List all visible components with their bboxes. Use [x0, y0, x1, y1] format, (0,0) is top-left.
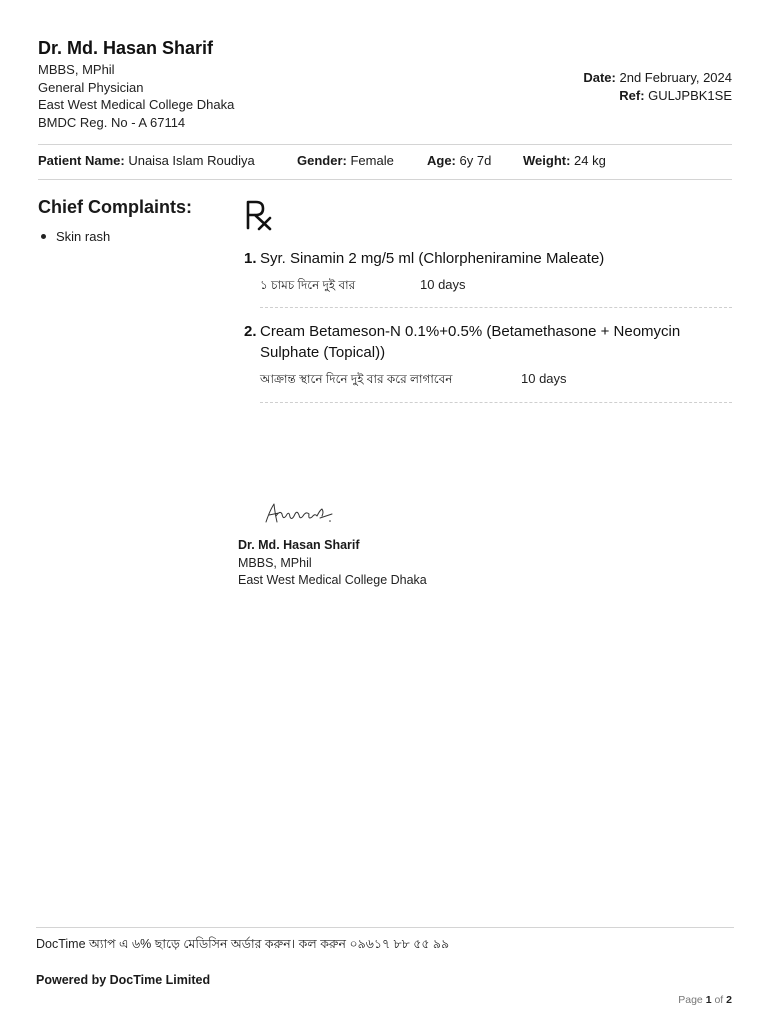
- powered-by: Powered by DocTime Limited: [36, 973, 211, 987]
- doctor-name: Dr. Md. Hasan Sharif: [38, 38, 214, 58]
- ref-line: [583, 87, 732, 105]
- medicine-item: [244, 321, 732, 389]
- promo-text: DocTime অ্যাপ এ ৬% ছাড়ে মেডিসিন অর্ডার করুন। কল করুন ০৯৬১৭ ৮৮ ৫৫ ৯৯: [36, 937, 450, 951]
- signature-name: Dr. Md. Hasan Sharif: [238, 538, 360, 552]
- rx-icon: [244, 198, 274, 232]
- doctor-bmdc: BMDC Reg. No - A 67114: [38, 114, 186, 130]
- weight-value: 24 kg: [574, 153, 606, 168]
- date-value: 2nd February, 2024: [619, 70, 732, 85]
- medicine-item: [244, 248, 732, 295]
- patient-name: Unaisa Islam Roudiya: [128, 153, 255, 168]
- doctor-institution: East West Medical College Dhaka: [38, 97, 235, 112]
- page-label: Page: [678, 994, 703, 1006]
- signature-image: [262, 496, 336, 528]
- medicine-divider: [260, 402, 732, 403]
- chief-complaints-list: [38, 228, 110, 246]
- doctor-degree: MBBS, MPhil: [38, 62, 115, 77]
- complaint-item: Skin rash: [38, 228, 110, 246]
- medicine-duration: 10 days: [521, 371, 567, 386]
- page-current: 1: [705, 994, 712, 1006]
- patient-name-label: Patient Name:: [38, 153, 125, 168]
- medicine-number: 2.: [244, 323, 257, 340]
- medicine-name: Cream Betameson-N 0.1%+0.5% (Betamethasone + Neomycin Sulphate (Topical)): [260, 323, 681, 361]
- weight-label: Weight:: [523, 153, 571, 168]
- gender-label: Gender:: [297, 153, 347, 168]
- patient-name-field: [38, 152, 255, 170]
- signature-institution: East West Medical College Dhaka: [238, 573, 427, 587]
- chief-complaints-title: Chief Complaints:: [38, 197, 193, 217]
- ref-label: Ref:: [619, 87, 645, 103]
- page-total: 2: [726, 994, 732, 1006]
- signature-degree: MBBS, MPhil: [238, 556, 312, 570]
- gender-field: [297, 152, 394, 170]
- age-value: 6y 7d: [459, 153, 492, 168]
- ref-value: GULJPBK1SE: [648, 87, 732, 103]
- medicine-divider: [260, 307, 732, 308]
- medicine-dose: ১ চামচ দিনে দুই বার: [260, 278, 356, 292]
- patient-divider: [38, 179, 732, 180]
- date-line: [583, 69, 732, 87]
- page-of: of: [714, 994, 724, 1006]
- patient-info: [38, 152, 732, 170]
- date-label: Date:: [583, 70, 616, 85]
- footer-divider: [36, 927, 734, 928]
- medicine-dose: আক্রান্ত স্থানে দিনে দুই বার করে লাগাবেন: [260, 372, 453, 386]
- medicine-duration: 10 days: [420, 277, 466, 292]
- header-divider: [38, 144, 732, 145]
- prescription-meta: [583, 69, 732, 104]
- gender-value: Female: [350, 153, 394, 168]
- doctor-specialty: General Physician: [38, 79, 144, 95]
- page-number: [678, 993, 732, 1007]
- age-label: Age:: [427, 153, 456, 168]
- age-field: [427, 152, 491, 170]
- weight-field: [523, 152, 606, 170]
- medicine-name: Syr. Sinamin 2 mg/5 ml (Chlorpheniramine Maleate): [260, 250, 605, 267]
- medicine-number: 1.: [244, 250, 257, 267]
